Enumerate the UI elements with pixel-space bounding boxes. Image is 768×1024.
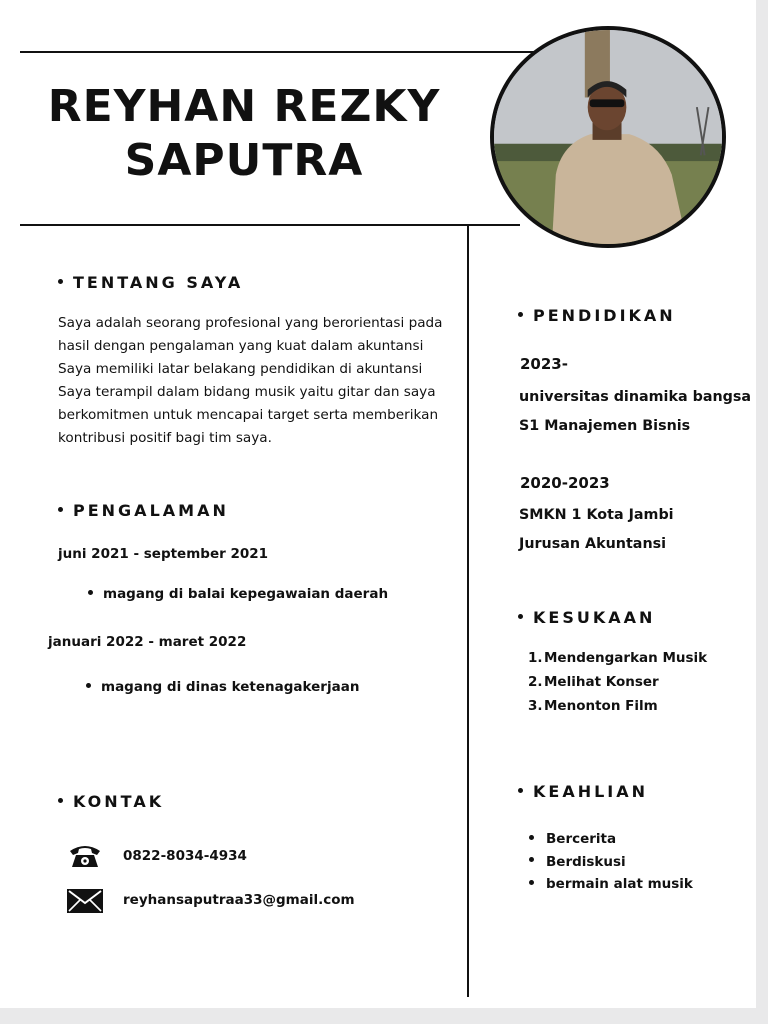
column-divider: [467, 226, 469, 997]
experience-section-title: [58, 501, 229, 520]
skills-section-title: [518, 782, 648, 801]
contact-phone[interactable]: 0822-8034-4934: [123, 848, 247, 864]
bullet-dot: [58, 798, 63, 803]
contact-email[interactable]: reyhansaputraa33@gmail.com: [123, 892, 355, 908]
bullet-dot: [58, 507, 63, 512]
contact-section-title: [58, 792, 164, 811]
telephone-icon: [68, 843, 102, 869]
contact-title-text: KONTAK: [73, 792, 165, 811]
education-section-title: [518, 306, 676, 325]
header-bottom-rule: [20, 224, 520, 226]
bullet-dot: [518, 788, 523, 793]
bullet-dot: [518, 312, 523, 317]
experience-period-1: juni 2021 - september 2021: [58, 546, 269, 562]
experience-period-2: januari 2022 - maret 2022: [48, 634, 247, 650]
bullet-dot: [58, 279, 63, 284]
education-school-2: SMKN 1 Kota Jambi: [519, 507, 674, 523]
hobbies-section-title: [518, 608, 655, 627]
education-year-2: 2020-2023: [520, 474, 610, 492]
skills-title-text: KEAHLIAN: [533, 782, 649, 801]
hobbies-list: [528, 646, 707, 718]
education-title-text: PENDIDIKAN: [533, 306, 676, 325]
name-line-2: SAPUTRA: [124, 135, 364, 186]
list-item: 2.Melihat Konser: [528, 674, 659, 690]
experience-description-1: magang di balai kepegawaian daerah: [88, 586, 388, 602]
list-item: 3.Menonton Film: [528, 698, 658, 714]
experience-title-text: PENGALAMAN: [73, 501, 229, 520]
bullet-dot: [518, 614, 523, 619]
skills-list: [529, 828, 693, 896]
profile-photo: [490, 26, 726, 248]
education-school-1: universitas dinamika bangsa: [519, 389, 752, 405]
list-item: bermain alat musik: [529, 873, 693, 896]
top-rule: [20, 51, 540, 53]
list-item: Berdiskusi: [529, 851, 693, 874]
education-year-1: 2023-: [520, 355, 568, 373]
full-name: [20, 80, 468, 188]
hobbies-title-text: KESUKAAN: [533, 608, 656, 627]
education-program-2: Jurusan Akuntansi: [519, 536, 667, 552]
name-line-1: REYHAN REZKY: [47, 81, 441, 132]
envelope-icon: [67, 889, 103, 913]
about-section-title: [58, 273, 243, 292]
about-paragraph: Saya adalah seorang profesional yang berorientasi pada hasil dengan pengalaman yang kuat dalam akuntansi Saya memiliki latar belakang pendidikan di akuntansi Saya terampil dalam bidang musik yaitu gitar dan saya berkomitmen untuk mencapai target serta memberikan kontribusi positif bagi tim saya.: [58, 315, 443, 446]
education-program-1: S1 Manajemen Bisnis: [519, 418, 691, 434]
about-title-text: TENTANG SAYA: [73, 273, 244, 292]
list-item: Bercerita: [529, 828, 693, 851]
list-item: 1.Mendengarkan Musik: [528, 650, 708, 666]
experience-description-2: magang di dinas ketenagakerjaan: [86, 679, 359, 695]
